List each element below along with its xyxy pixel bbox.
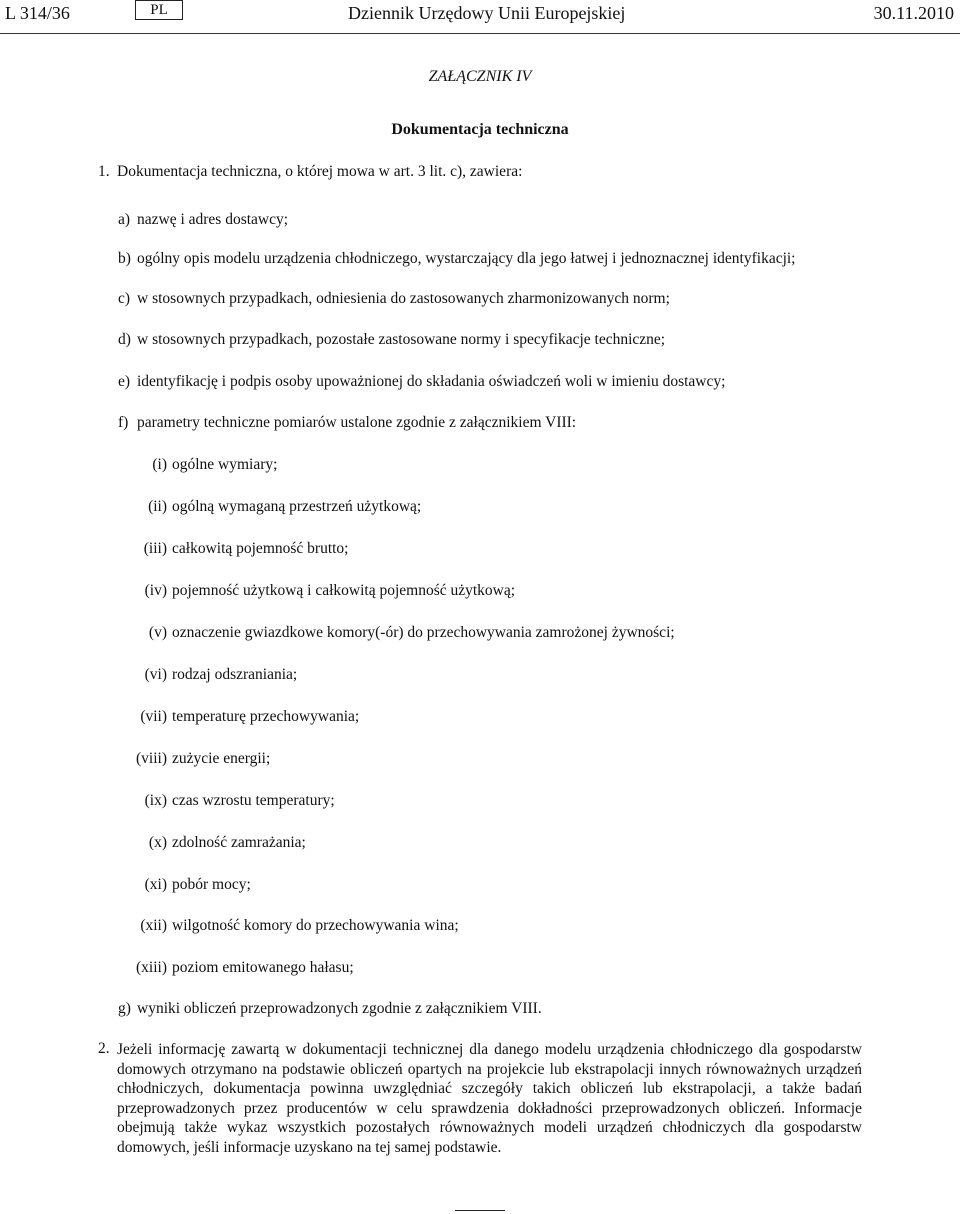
- item-text: identyfikację i podpis osoby upoważnionej do składania oświadczeń woli w imieniu dostawcy;: [137, 373, 726, 390]
- subitem-label: (x): [148, 834, 167, 851]
- subitem-text: ogólne wymiary;: [172, 456, 278, 473]
- item-label: d): [118, 331, 131, 348]
- item-text: ogólny opis modelu urządzenia chłodniczego, wystarczający dla jego łatwej i jednoznacznej identyfikacji;: [137, 250, 796, 267]
- header-divider: [0, 33, 960, 34]
- subitem-label: (vii): [140, 708, 167, 725]
- item-label: e): [118, 373, 131, 390]
- subitem-text: wilgotność komory do przechowywania wina;: [172, 917, 459, 934]
- subitem-label: (vi): [144, 666, 167, 683]
- item-text: wyniki obliczeń przeprowadzonych zgodnie z załącznikiem VIII.: [137, 1000, 542, 1017]
- item-text: parametry techniczne pomiarów ustalone zgodnie z załącznikiem VIII:: [137, 414, 577, 431]
- point-1-intro: Dokumentacja techniczna, o której mowa w art. 3 lit. c), zawiera:: [117, 163, 523, 180]
- item-text: w stosownych przypadkach, pozostałe zastosowane normy i specyfikacje techniczne;: [137, 331, 666, 348]
- publication-date: 30.11.2010: [873, 3, 954, 23]
- subitem-text: czas wzrostu temperatury;: [172, 792, 335, 809]
- subitem-text: rodzaj odszraniania;: [172, 666, 298, 683]
- subitem-text: całkowitą pojemność brutto;: [172, 540, 349, 557]
- item-label: f): [118, 414, 129, 431]
- footer-rule: [455, 1210, 505, 1211]
- subitem-label: (ix): [144, 792, 167, 809]
- subitem-text: zdolność zamrażania;: [172, 834, 306, 851]
- subitem-label: (i): [152, 456, 167, 473]
- item-label: g): [118, 1000, 131, 1017]
- item-label: c): [118, 290, 131, 307]
- document-title: Dokumentacja techniczna: [391, 121, 569, 138]
- subitem-label: (ii): [148, 498, 167, 515]
- item-text: nazwę i adres dostawcy;: [137, 211, 289, 228]
- annex-heading: ZAŁĄCZNIK IV: [428, 68, 532, 85]
- subitem-label: (iv): [144, 582, 167, 599]
- journal-title: Dziennik Urzędowy Unii Europejskiej: [348, 3, 626, 23]
- point-1-number: 1.: [98, 163, 110, 180]
- subitem-label: (viii): [136, 750, 167, 767]
- subitem-text: temperaturę przechowywania;: [172, 708, 360, 725]
- subitem-text: poziom emitowanego hałasu;: [172, 959, 354, 976]
- subitem-text: pobór mocy;: [172, 876, 251, 893]
- point-2-number: 2.: [98, 1040, 110, 1057]
- page-reference: L 314/36: [5, 3, 70, 23]
- item-label: a): [118, 211, 131, 228]
- subitem-text: ogólną wymaganą przestrzeń użytkową;: [172, 498, 422, 515]
- subitem-label: (xi): [144, 876, 167, 893]
- item-text: w stosownych przypadkach, odniesienia do zastosowanych zharmonizowanych norm;: [137, 290, 670, 307]
- subitem-label: (v): [148, 624, 167, 641]
- point-2-paragraph: Jeżeli informację zawartą w dokumentacji technicznej dla danego modelu urządzenia chłodniczego dla gospodarstw domowych otrzymano na podstawie obliczeń opartych na projekcie lub ekstrapolacji innych równoważnych urządzeń chłodniczych, dokumentacja powinna uwzględniać szczegóły takich obliczeń lub ekstrapolacji, a także badań przeprowadzonych przez producentów w celu sprawdzenia dokładności przeprowadzonych obliczeń. Informacje obejmują także wykaz wszystkich pozostałych równoważnych modeli urządzeń chłodniczych dla gospodarstw domowych, jeśli informacje uzyskano na tej samej podstawie.: [117, 1041, 862, 1156]
- subitem-text: pojemność użytkową i całkowitą pojemność użytkową;: [172, 582, 516, 599]
- item-label: b): [118, 250, 131, 267]
- language-badge: PL: [135, 0, 183, 20]
- subitem-label: (iii): [143, 540, 167, 557]
- subitem-text: zużycie energii;: [172, 750, 271, 767]
- page-header: [0, 0, 960, 34]
- subitem-label: (xii): [140, 917, 167, 934]
- subitem-text: oznaczenie gwiazdkowe komory(-ór) do przechowywania zamrożonej żywności;: [172, 624, 675, 641]
- subitem-label: (xiii): [136, 959, 167, 976]
